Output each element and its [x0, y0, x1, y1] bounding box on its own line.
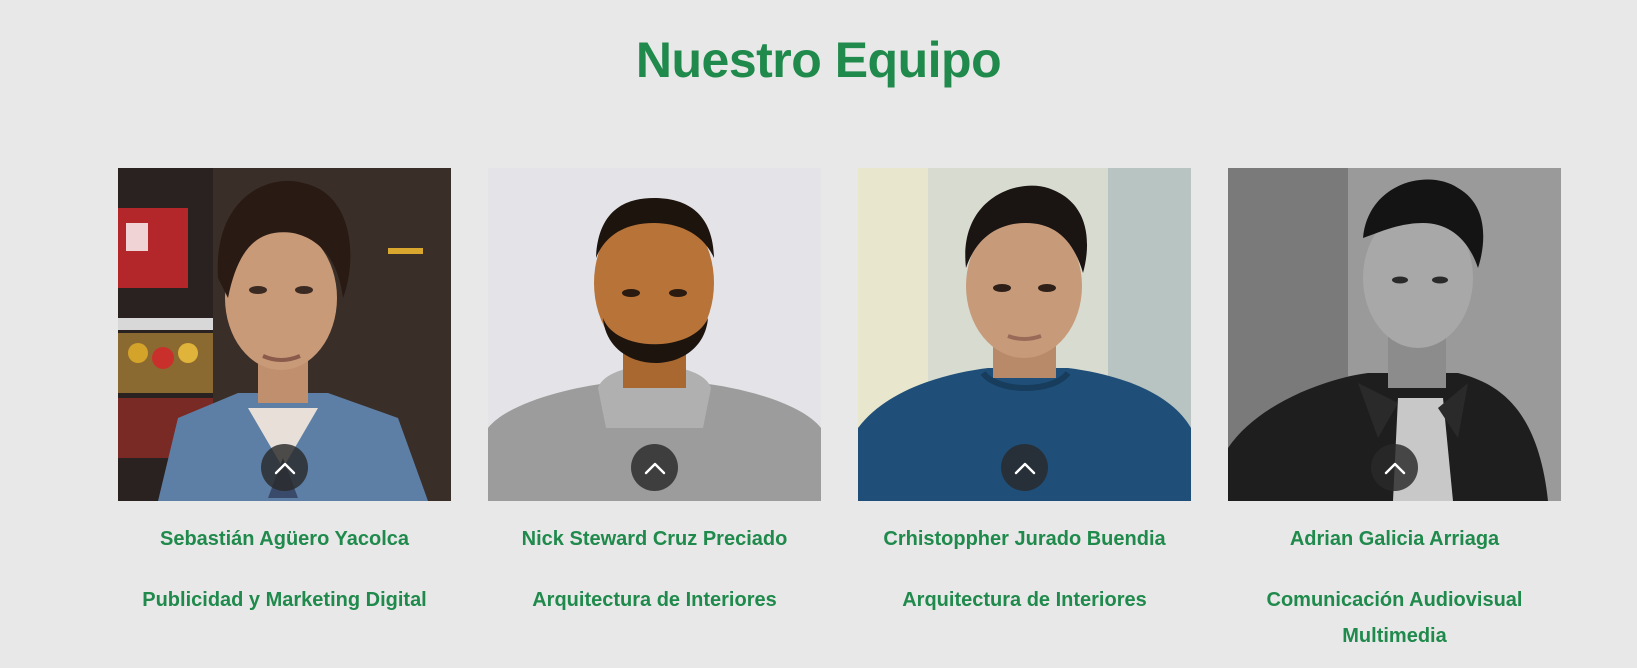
chevron-up-icon [1014, 461, 1036, 475]
section-title: Nuestro Equipo [635, 32, 1002, 88]
chevron-up-icon [644, 461, 666, 475]
scroll-top-button[interactable] [261, 444, 308, 491]
member-role: Arquitectura de Interiores [902, 589, 1147, 611]
member-name: Adrian Galicia Arriaga [1289, 528, 1500, 550]
team-member-card [118, 168, 451, 618]
member-photo [488, 168, 821, 501]
scroll-top-button[interactable] [631, 444, 678, 491]
team-member-card [1228, 168, 1561, 654]
scroll-top-button[interactable] [1371, 444, 1418, 491]
chevron-up-icon [1384, 461, 1406, 475]
member-photo [858, 168, 1191, 501]
chevron-up-icon [274, 461, 296, 475]
team-member-card [858, 168, 1191, 618]
member-role: Arquitectura de Interiores [532, 589, 777, 611]
member-photo [1228, 168, 1561, 501]
member-role: Publicidad y Marketing Digital [142, 589, 427, 611]
scroll-top-button[interactable] [1001, 444, 1048, 491]
member-name: Crhistoppher Jurado Buendia [883, 528, 1166, 550]
team-member-card [488, 168, 821, 618]
member-role: Comunicación Audiovisual Multimedia [1266, 589, 1523, 647]
member-name: Sebastián Agüero Yacolca [160, 528, 409, 550]
member-name: Nick Steward Cruz Preciado [521, 528, 788, 550]
member-photo [118, 168, 451, 501]
